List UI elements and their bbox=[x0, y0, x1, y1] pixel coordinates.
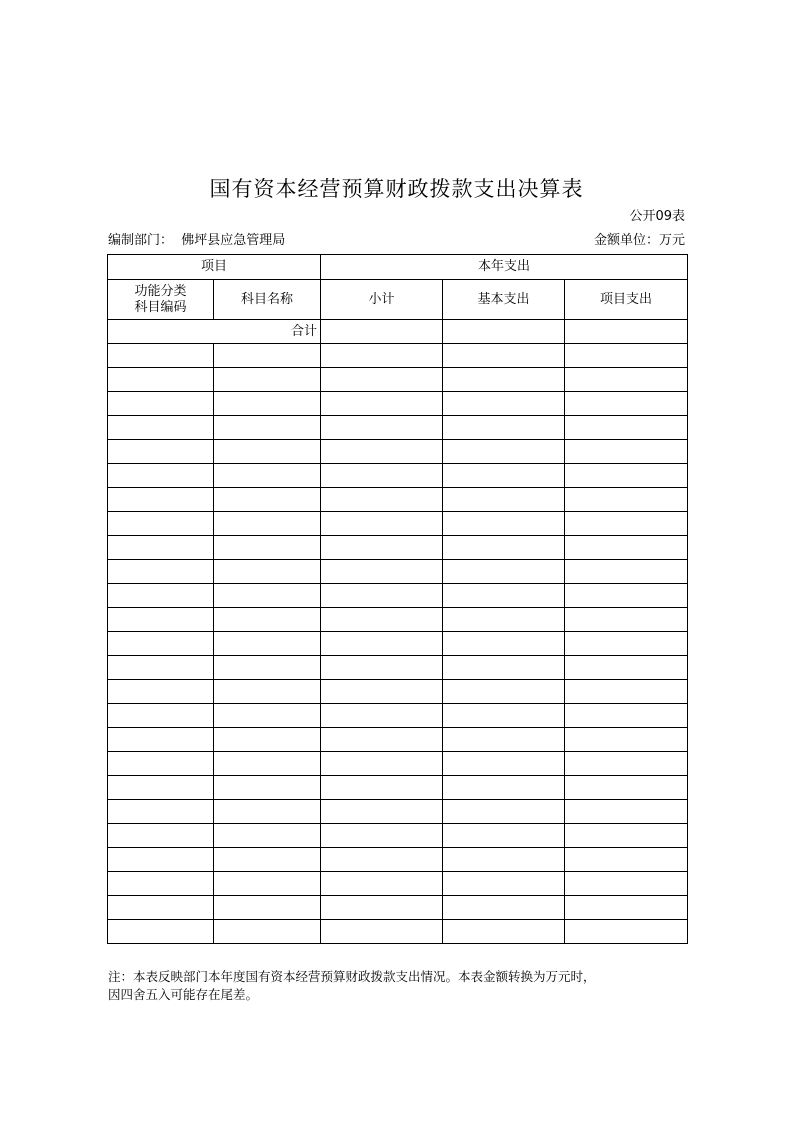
table-cell bbox=[108, 896, 214, 920]
table-cell bbox=[321, 584, 443, 608]
table-cell bbox=[108, 416, 214, 440]
table-cell bbox=[108, 704, 214, 728]
table-cell bbox=[214, 728, 321, 752]
table-cell bbox=[443, 728, 565, 752]
table-row bbox=[108, 824, 688, 848]
table-row bbox=[108, 560, 688, 584]
table-cell bbox=[214, 704, 321, 728]
page-title: 国有资本经营预算财政拨款支出决算表 bbox=[209, 177, 584, 201]
table-cell bbox=[108, 512, 214, 536]
table-cell bbox=[108, 464, 214, 488]
total-basic bbox=[443, 320, 565, 344]
table-cell bbox=[443, 752, 565, 776]
table-cell bbox=[443, 488, 565, 512]
table-cell bbox=[321, 368, 443, 392]
table-row bbox=[108, 416, 688, 440]
table-row bbox=[108, 536, 688, 560]
table-row bbox=[108, 392, 688, 416]
col-basic: 基本支出 bbox=[443, 280, 565, 320]
table-row bbox=[108, 848, 688, 872]
table-cell bbox=[108, 800, 214, 824]
table-cell bbox=[443, 680, 565, 704]
table-cell bbox=[321, 680, 443, 704]
table-cell bbox=[214, 872, 321, 896]
table-cell bbox=[565, 392, 688, 416]
table-cell bbox=[108, 368, 214, 392]
table-cell bbox=[214, 680, 321, 704]
table-cell bbox=[321, 536, 443, 560]
table-cell bbox=[443, 560, 565, 584]
table-cell bbox=[108, 656, 214, 680]
table-cell bbox=[321, 632, 443, 656]
amount-unit: 金额单位：万元 bbox=[593, 233, 685, 248]
form-code: 公开09表 bbox=[629, 209, 685, 224]
table-cell bbox=[565, 920, 688, 944]
table-row bbox=[108, 632, 688, 656]
table-cell bbox=[214, 344, 321, 368]
table-cell bbox=[565, 344, 688, 368]
table-cell bbox=[565, 536, 688, 560]
table-cell bbox=[321, 656, 443, 680]
header-row-1 bbox=[108, 255, 688, 280]
table-row bbox=[108, 896, 688, 920]
table-cell bbox=[565, 704, 688, 728]
table-cell bbox=[443, 920, 565, 944]
table-cell bbox=[321, 896, 443, 920]
table-row bbox=[108, 584, 688, 608]
footnote-line1: 注：本表反映部门本年度国有资本经营预算财政拨款支出情况。本表金额转换为万元时， bbox=[108, 969, 596, 984]
table-cell bbox=[443, 608, 565, 632]
table-cell bbox=[108, 488, 214, 512]
table-cell bbox=[443, 584, 565, 608]
total-project bbox=[565, 320, 688, 344]
table-cell bbox=[321, 848, 443, 872]
table-cell bbox=[108, 824, 214, 848]
table-cell bbox=[565, 656, 688, 680]
table-row bbox=[108, 656, 688, 680]
table-cell bbox=[214, 632, 321, 656]
table-row bbox=[108, 512, 688, 536]
table-cell bbox=[214, 776, 321, 800]
table-cell bbox=[214, 464, 321, 488]
table-cell bbox=[321, 392, 443, 416]
table-cell bbox=[214, 368, 321, 392]
table-cell bbox=[565, 512, 688, 536]
table-cell bbox=[443, 512, 565, 536]
table-row bbox=[108, 344, 688, 368]
table-cell bbox=[214, 488, 321, 512]
table-row bbox=[108, 752, 688, 776]
table-row bbox=[108, 368, 688, 392]
table-cell bbox=[565, 488, 688, 512]
expense-table bbox=[107, 254, 688, 944]
table-cell bbox=[565, 848, 688, 872]
col-func-code bbox=[108, 280, 214, 320]
table-cell bbox=[321, 440, 443, 464]
header-year-expense: 本年支出 bbox=[321, 255, 688, 280]
footnote-line2: 因四舍五入可能存在尾差。 bbox=[108, 987, 259, 1002]
table-cell bbox=[565, 728, 688, 752]
table-cell bbox=[108, 584, 214, 608]
table-cell bbox=[443, 344, 565, 368]
table-cell bbox=[443, 800, 565, 824]
table-cell bbox=[321, 560, 443, 584]
table-cell bbox=[443, 824, 565, 848]
table-cell bbox=[321, 920, 443, 944]
table-cell bbox=[214, 896, 321, 920]
footnote bbox=[108, 968, 708, 1004]
table-cell bbox=[108, 392, 214, 416]
col-func-code-line2: 科目编码 bbox=[134, 299, 187, 315]
table-cell bbox=[443, 896, 565, 920]
col-project: 项目支出 bbox=[565, 280, 688, 320]
header-item: 项目 bbox=[108, 255, 321, 280]
table-cell bbox=[321, 464, 443, 488]
table-row bbox=[108, 920, 688, 944]
table-cell bbox=[108, 752, 214, 776]
table-row bbox=[108, 488, 688, 512]
table-row bbox=[108, 680, 688, 704]
table-row bbox=[108, 728, 688, 752]
table-cell bbox=[108, 872, 214, 896]
table-cell bbox=[321, 752, 443, 776]
table-cell bbox=[565, 584, 688, 608]
table-cell bbox=[108, 776, 214, 800]
table-cell bbox=[443, 776, 565, 800]
table-cell bbox=[108, 536, 214, 560]
table-cell bbox=[321, 416, 443, 440]
table-cell bbox=[565, 632, 688, 656]
table-cell bbox=[565, 560, 688, 584]
table-row bbox=[108, 872, 688, 896]
table-cell bbox=[443, 656, 565, 680]
table-cell bbox=[565, 824, 688, 848]
table-cell bbox=[321, 776, 443, 800]
table-cell bbox=[214, 824, 321, 848]
table-cell bbox=[565, 872, 688, 896]
col-func-code-line1: 功能分类 bbox=[134, 283, 187, 299]
table-cell bbox=[443, 704, 565, 728]
table-cell bbox=[443, 464, 565, 488]
table-cell bbox=[214, 512, 321, 536]
table-cell bbox=[214, 800, 321, 824]
table-cell bbox=[214, 536, 321, 560]
table-cell bbox=[108, 344, 214, 368]
table-cell bbox=[565, 416, 688, 440]
table-cell bbox=[108, 680, 214, 704]
table-cell bbox=[214, 608, 321, 632]
table-cell bbox=[108, 608, 214, 632]
table-cell bbox=[108, 848, 214, 872]
department-line bbox=[108, 232, 285, 250]
table-cell bbox=[321, 488, 443, 512]
department-name: 佛坪县应急管理局 bbox=[181, 233, 286, 248]
table-cell bbox=[108, 920, 214, 944]
table-cell bbox=[108, 440, 214, 464]
table-cell bbox=[565, 464, 688, 488]
table-cell bbox=[214, 920, 321, 944]
table-cell bbox=[565, 608, 688, 632]
table-row bbox=[108, 776, 688, 800]
table-cell bbox=[108, 560, 214, 584]
table-cell bbox=[214, 656, 321, 680]
col-subtotal: 小计 bbox=[321, 280, 443, 320]
table-cell bbox=[214, 560, 321, 584]
table-cell bbox=[565, 752, 688, 776]
table-cell bbox=[321, 344, 443, 368]
table-cell bbox=[214, 392, 321, 416]
col-subject-name: 科目名称 bbox=[214, 280, 321, 320]
table-cell bbox=[443, 416, 565, 440]
table-cell bbox=[108, 728, 214, 752]
table-row bbox=[108, 800, 688, 824]
total-label: 合计 bbox=[108, 320, 321, 344]
table-cell bbox=[565, 800, 688, 824]
table-cell bbox=[443, 368, 565, 392]
table-cell bbox=[214, 440, 321, 464]
table-cell bbox=[443, 632, 565, 656]
table-cell bbox=[321, 872, 443, 896]
table-cell bbox=[321, 512, 443, 536]
table-cell bbox=[565, 368, 688, 392]
header-row-2 bbox=[108, 280, 688, 320]
table-cell bbox=[108, 632, 214, 656]
table-cell bbox=[321, 824, 443, 848]
table-cell bbox=[321, 704, 443, 728]
table-cell bbox=[443, 536, 565, 560]
table-cell bbox=[321, 800, 443, 824]
table-cell bbox=[321, 728, 443, 752]
table-cell bbox=[214, 584, 321, 608]
table-cell bbox=[565, 680, 688, 704]
table-cell bbox=[214, 416, 321, 440]
table-cell bbox=[321, 608, 443, 632]
table-cell bbox=[565, 776, 688, 800]
table-cell bbox=[443, 848, 565, 872]
table-cell bbox=[443, 872, 565, 896]
total-row bbox=[108, 320, 688, 344]
table-row bbox=[108, 704, 688, 728]
table-cell bbox=[214, 752, 321, 776]
table-row bbox=[108, 608, 688, 632]
table-cell bbox=[565, 896, 688, 920]
table-cell bbox=[443, 440, 565, 464]
total-subtotal bbox=[321, 320, 443, 344]
table-cell bbox=[565, 440, 688, 464]
department-label: 编制部门： bbox=[108, 233, 174, 248]
table-cell bbox=[214, 848, 321, 872]
table-row bbox=[108, 464, 688, 488]
table-cell bbox=[443, 392, 565, 416]
table-row bbox=[108, 440, 688, 464]
